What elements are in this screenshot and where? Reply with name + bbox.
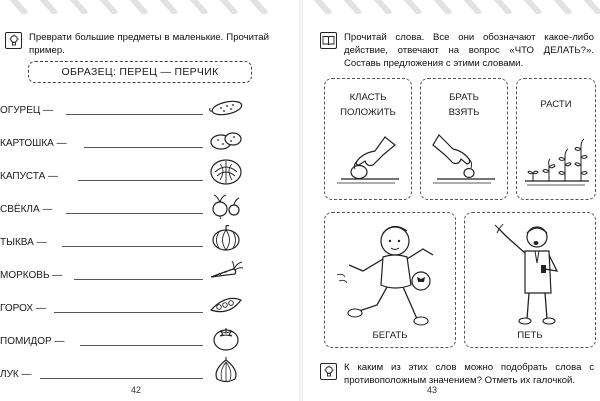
exercise-row — [0, 265, 275, 285]
card-label-top: РАСТИ — [540, 99, 572, 110]
running-boy-icon — [335, 219, 447, 327]
page-number: 43 — [427, 385, 438, 395]
row-word: КАПУСТА — — [0, 171, 59, 182]
exercise-row — [0, 364, 275, 384]
exercise-row — [0, 331, 275, 351]
card-label-top: КЛАСТЬ — [349, 92, 387, 103]
answer-line[interactable] — [54, 312, 203, 313]
top-decoration — [0, 0, 298, 14]
sprouts-icon — [523, 133, 591, 189]
book-fold — [299, 0, 303, 401]
action-card-grow — [516, 78, 596, 200]
row-word: СВЁКЛА — — [0, 204, 53, 215]
action-card-sing — [464, 212, 596, 348]
exercise-row — [0, 100, 275, 120]
cucumber-icon — [207, 94, 245, 120]
right-instruction: Прочитай слова. Все они обозначают какое-либо действие, отвечают на вопрос «ЧТО ДЕЛАТЬ?». Составь предложения с этими словами. — [344, 32, 594, 69]
right-page — [304, 0, 600, 401]
row-word: ЛУК — — [0, 369, 32, 380]
answer-line[interactable] — [66, 114, 203, 115]
row-word: ТЫКВА — — [0, 237, 47, 248]
exercise-row — [0, 199, 275, 219]
answer-line[interactable] — [40, 378, 203, 379]
card-label-top: БРАТЬ — [449, 92, 479, 103]
card-label-top: ПЕТЬ — [517, 330, 543, 341]
left-instruction: Преврати большие предметы в маленькие. Прочитай пример. — [29, 32, 269, 56]
tomato-icon — [207, 323, 245, 351]
singing-man-icon — [479, 219, 583, 327]
exercise-row — [0, 232, 275, 252]
pumpkin-icon — [207, 224, 245, 252]
hand-placing-icon — [335, 131, 403, 189]
exercise-row — [0, 166, 275, 186]
row-word: ГОРОХ — — [0, 303, 46, 314]
hand-taking-icon — [431, 131, 499, 189]
potato-icon — [207, 127, 245, 153]
page-number: 42 — [131, 385, 142, 395]
action-card-put — [324, 78, 412, 200]
sample-text: ОБРАЗЕЦ: ПЕРЕЦ — ПЕРЧИК — [61, 66, 219, 78]
beet-icon — [207, 193, 245, 219]
row-word: КАРТОШКА — — [0, 138, 67, 149]
exercise-row — [0, 298, 275, 318]
answer-line[interactable] — [66, 213, 203, 214]
onion-icon — [207, 356, 245, 384]
row-word: ПОМИДОР — — [0, 336, 65, 347]
row-word: ОГУРЕЦ — — [0, 105, 54, 116]
card-label-top: БЕГАТЬ — [372, 330, 408, 341]
left-page — [0, 0, 298, 401]
action-card-take — [420, 78, 508, 200]
peas-icon — [207, 292, 245, 318]
cabbage-icon — [207, 156, 245, 186]
action-card-run — [324, 212, 456, 348]
lightbulb-icon — [320, 363, 337, 380]
answer-line[interactable] — [74, 279, 203, 280]
row-word: МОРКОВЬ — — [0, 270, 63, 281]
carrot-icon — [207, 259, 245, 285]
bottom-instruction: К каким из этих слов можно подобрать слова с противоположным значением? Отметь их галочкой. — [344, 362, 594, 386]
answer-line[interactable] — [78, 180, 203, 181]
card-label-bottom: ПОЛОЖИТЬ — [340, 107, 396, 118]
answer-line[interactable] — [84, 147, 203, 148]
exercise-row — [0, 133, 275, 153]
lightbulb-icon — [5, 32, 22, 49]
answer-line[interactable] — [62, 246, 203, 247]
book-icon — [320, 32, 337, 49]
answer-line[interactable] — [80, 345, 203, 346]
card-label-bottom: ВЗЯТЬ — [448, 107, 480, 118]
sample-box — [28, 61, 252, 83]
top-decoration — [304, 0, 600, 14]
